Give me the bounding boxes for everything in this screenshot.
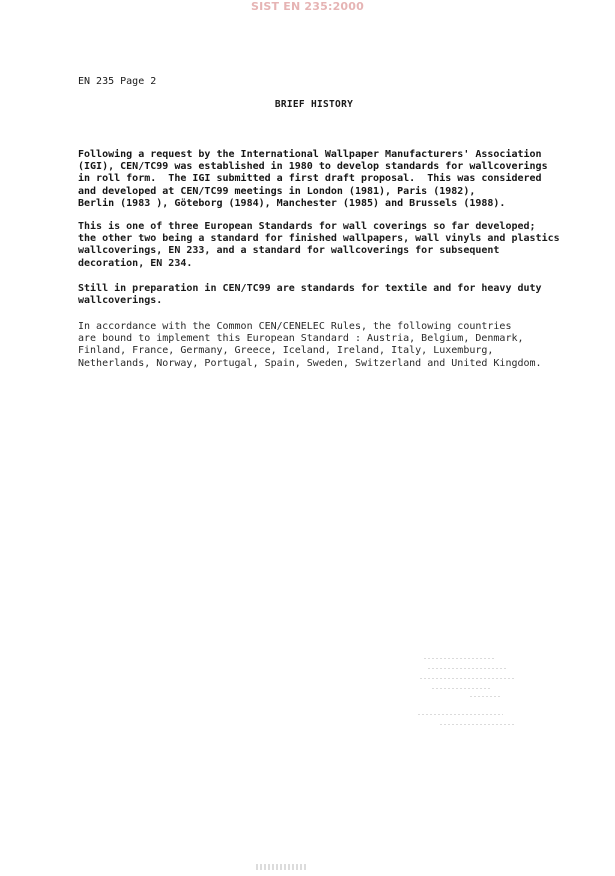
paragraph-in-preparation: Still in preparation in CEN/TC99 are standards for textile and for heavy duty wallcoverings. — [78, 283, 542, 307]
faded-stamp-mark — [410, 650, 560, 740]
paragraph-related-standards: This is one of three European Standards for wall coverings so far developed; the other two being a standard for finished wallpapers, wall vinyls and plastics wallcoverings, EN 233, and a standard for wallcoverings for subsequent decoration, EN 234. — [78, 221, 560, 269]
faded-footer-mark — [256, 864, 306, 870]
page-reference: EN 235 Page 2 — [78, 76, 157, 87]
paragraph-countries: In accordance with the Common CEN/CENELEC Rules, the following countries are bound to implement this European Standard : Austria, Belgium, Denmark, Finland, France, Germany, Greece, Iceland, Ireland, Italy, Luxemburg, Netherlands, Norway, Portugal, Spain, Sweden, Switzerland and United Kingdom. — [78, 321, 542, 369]
paragraph-history: Following a request by the International Wallpaper Manufacturers' Association (IGI), CEN/TC99 was established in 1980 to develop standards for wallcoverings in roll form. The IGI submitted a first draft proposal. This was considered and developed at CEN/TC99 meetings in London (1981), Paris (1982), Berlin (1983 ), Göteborg (1984), Manchester (1985) and Brussels (1988). — [78, 149, 548, 209]
document-watermark: SIST EN 235:2000 — [251, 0, 364, 13]
section-title: BRIEF HISTORY — [274, 99, 354, 110]
